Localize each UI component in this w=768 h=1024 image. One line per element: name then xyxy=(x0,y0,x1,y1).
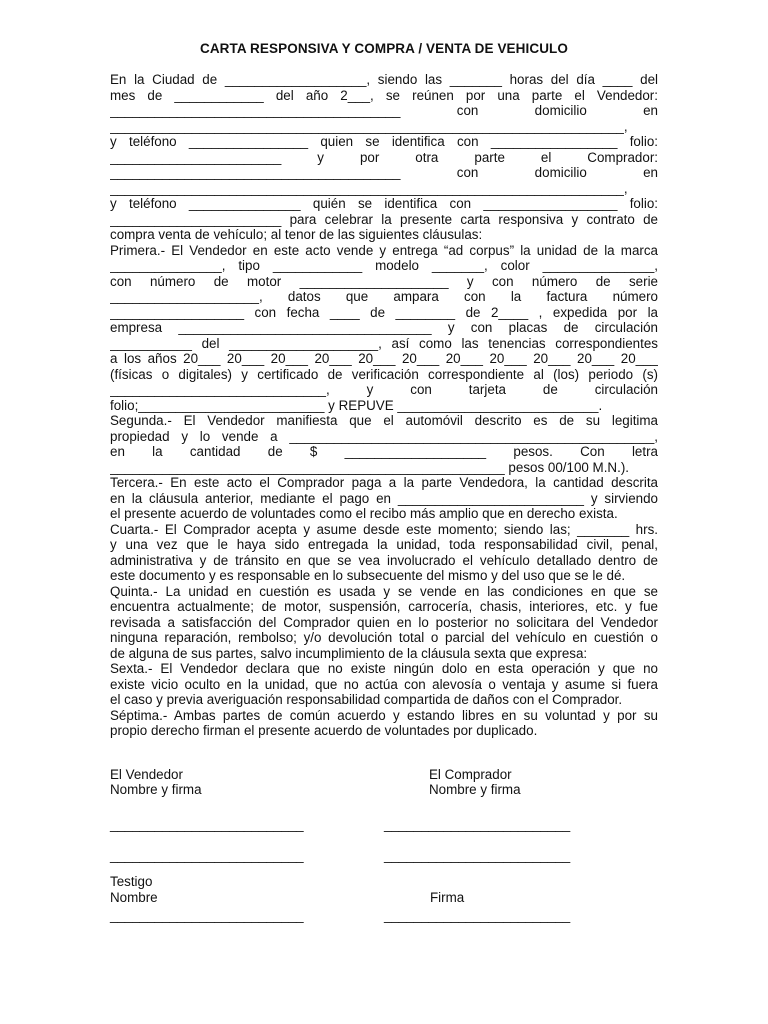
witness-name-label: Nombre xyxy=(110,890,158,905)
body-line: _______________________ para celebrar la presente carta responsiva y contrato de xyxy=(110,211,658,227)
body-line: empresa __________________________________ y con placas de circulación xyxy=(110,320,658,335)
body-line: y teléfono ________________ quien se identifica con _________________ folio: xyxy=(110,134,658,149)
body-line: el caso y previa averiguación responsabilidad compartida de daños con el Comprador. xyxy=(110,692,623,707)
body-line: revisada a satisfacción del Comprador quien en lo posterior no solicitara del Vendedor xyxy=(110,614,658,630)
body-line: _______________, tipo ____________ modelo _______, color _______________, xyxy=(110,258,658,273)
document-body xyxy=(110,72,658,739)
body-line: Tercera.- En este acto el Comprador paga a la parte Vendedora, la cantidad descrita xyxy=(110,475,658,490)
document-title: CARTA RESPONSIVA Y COMPRA / VENTA DE VEHICULO xyxy=(199,41,569,56)
body-line: Primera.- El Vendedor en este acto vende y entrega “ad corpus” la unidad de la marca xyxy=(110,242,658,258)
seller-signature-line-1: __________________________ xyxy=(110,817,304,832)
body-line: Quinta.- La unidad en cuestión es usada y se vende en las condiciones en que se xyxy=(110,583,658,599)
body-line: y una vez que le haya sido entregada la unidad, toda responsabilidad civil, penal, xyxy=(110,537,658,552)
buyer-signature-line-1: _________________________ xyxy=(384,817,571,832)
body-line: Segunda.- El Vendedor manifiesta que el automóvil descrito es de su legitima xyxy=(110,413,658,428)
buyer-label: El Comprador xyxy=(429,767,512,782)
body-line: a los años 20___ 20___ 20___ 20___ 20___ 20___ 20___ 20___ 20___ 20___ 20___ xyxy=(110,351,658,366)
body-line: propiedad y lo vende a _________________________________________________, xyxy=(110,428,658,444)
body-line: encuentra actualmente; de motor, suspensión, carrocería, chasis, interiores, etc. y fue xyxy=(110,599,658,614)
body-line: _____________________________________________________ pesos 00/100 M.N.). xyxy=(110,459,629,475)
body-line: ____________________, datos que ampara con la factura número xyxy=(110,289,658,304)
body-line: ninguna reparación, rembolso; y/o devolución total o parcial del vehículo en cuestión o xyxy=(110,630,658,645)
body-line: en la cantidad de $ ___________________ pesos. Con letra xyxy=(110,444,658,459)
body-line: mes de ____________ del año 2___, se reúnen por una parte el Vendedor: xyxy=(110,87,658,103)
body-line: existe vicio oculto en la unidad, que no actúa con alevosía o ventaja y asume si fuera xyxy=(110,676,658,692)
body-line: Sexta.- El Vendedor declara que no existe ningún dolo en esta operación y que no xyxy=(110,661,658,676)
body-line: _____________________________________________________________________, xyxy=(110,180,628,196)
body-line: _______________________________________ con domicilio en xyxy=(110,165,658,180)
seller-signature-line-2: __________________________ xyxy=(110,848,304,863)
body-line: __________________ con fecha ____ de ________ de 2____ , expedida por la xyxy=(110,304,658,320)
buyer-signature-line-2: _________________________ xyxy=(384,848,571,863)
body-line: ___________ del ____________________, así como las tenencias correspondientes xyxy=(110,335,658,351)
body-line: Cuarta.- El Comprador acepta y asume desde este momento; siendo las; _______ hrs. xyxy=(110,521,658,537)
body-line: y teléfono _______________ quién se identifica con __________________ folio: xyxy=(110,196,658,211)
body-line: Séptima.- Ambas partes de común acuerdo y estando libres en su voluntad y por su xyxy=(110,707,658,723)
witness-label: Testigo xyxy=(110,874,153,889)
body-line: este documento y es responsable en lo subsecuente del mismo y del uso que se le dé. xyxy=(110,568,626,583)
body-line: compra venta de vehículo; al tenor de las siguientes cláusulas: xyxy=(110,227,483,242)
body-line: _____________________________________________________________________, xyxy=(110,118,628,134)
body-line: folio;_________________________ y REPUVE ___________________________. xyxy=(110,397,603,413)
witness-name-line: __________________________ xyxy=(110,908,304,923)
body-line: _______________________________________ con domicilio en xyxy=(110,103,658,118)
body-line: (físicas o digitales) y certificado de verificación correspondiente al (los) periodo (s) xyxy=(110,366,658,382)
buyer-subtitle: Nombre y firma xyxy=(429,782,521,797)
witness-sign-line: _________________________ xyxy=(384,908,571,923)
body-line: en la cláusula anterior, mediante el pago en _________________________ y sirviendo xyxy=(110,490,658,506)
body-line: En la Ciudad de ___________________, siendo las _______ horas del día ____ del xyxy=(110,72,658,87)
body-line: propio derecho firman el presente acuerdo de voluntades por duplicado. xyxy=(110,723,538,738)
body-line: el presente acuerdo de voluntades como el recibo más amplio que en derecho exista. xyxy=(110,506,618,521)
witness-sign-label: Firma xyxy=(430,890,465,905)
seller-label: El Vendedor xyxy=(110,767,183,782)
body-line: administrativa y de tránsito en que se vea involucrado el vehículo detallado dentro de xyxy=(110,552,658,568)
body-line: con número de motor ____________________ y con número de serie xyxy=(110,273,658,289)
body-line: de alguna de sus partes, salvo incumplimiento de la cláusula sexta que expresa: xyxy=(110,645,588,661)
body-line: _______________________ y por otra parte el Comprador: xyxy=(110,149,658,165)
body-line: _____________________________, y con tarjeta de circulación xyxy=(110,382,658,397)
seller-subtitle: Nombre y firma xyxy=(110,782,202,797)
